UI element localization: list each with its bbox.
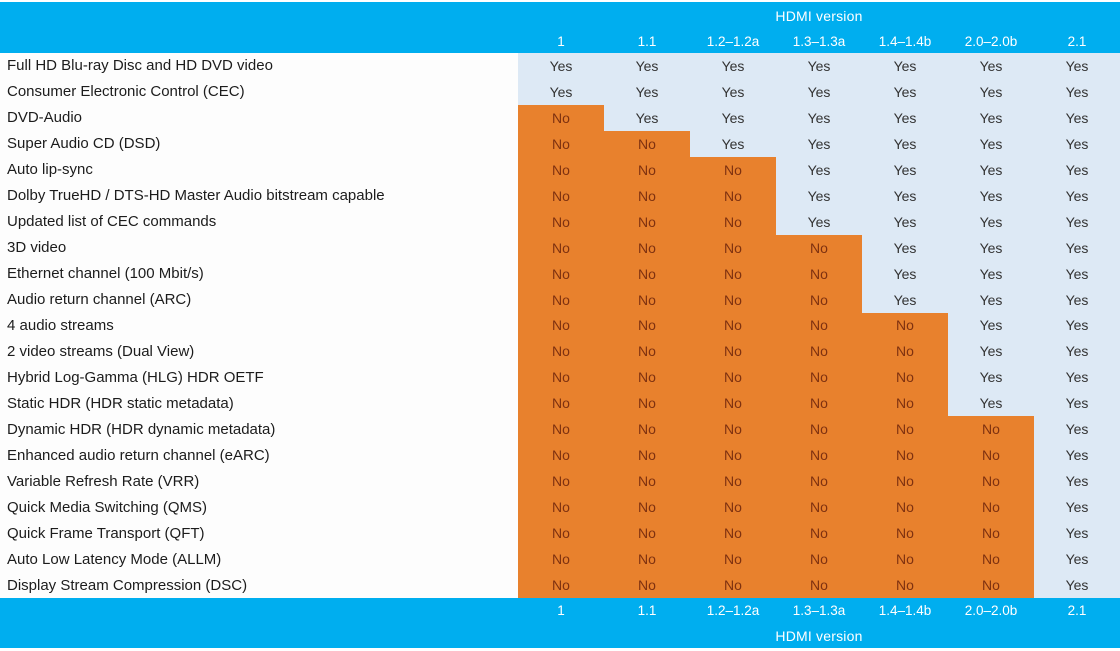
header-col-6: 2.1 — [1067, 34, 1087, 49]
value-cell: No — [604, 235, 690, 261]
value-cell: No — [518, 390, 604, 416]
feature-label: Display Stream Compression (DSC) — [0, 572, 518, 598]
value-cell: Yes — [604, 53, 690, 79]
value-cell: No — [518, 520, 604, 546]
value-cell: No — [690, 494, 776, 520]
feature-label: Full HD Blu-ray Disc and HD DVD video — [0, 53, 518, 79]
value-cell: No — [604, 572, 690, 598]
footer-col-3: 1.3–1.3a — [792, 603, 846, 618]
value-cell: No — [776, 546, 862, 572]
value-cell: Yes — [948, 79, 1034, 105]
feature-label: DVD-Audio — [0, 105, 518, 131]
value-cell: Yes — [776, 183, 862, 209]
value-cell: No — [776, 494, 862, 520]
feature-row — [0, 416, 1120, 442]
feature-label: Super Audio CD (DSD) — [0, 131, 518, 157]
header-title-row — [0, 3, 1120, 29]
value-cell: Yes — [776, 79, 862, 105]
footer-col-6: 2.1 — [1067, 603, 1087, 618]
value-cell: No — [776, 364, 862, 390]
value-cell: No — [604, 261, 690, 287]
feature-label: Static HDR (HDR static metadata) — [0, 390, 518, 416]
value-cell: No — [776, 416, 862, 442]
feature-row — [0, 131, 1120, 157]
value-cell: No — [690, 287, 776, 313]
value-cell: No — [862, 546, 948, 572]
value-cell: No — [862, 416, 948, 442]
value-cell: Yes — [1034, 390, 1120, 416]
value-cell: Yes — [948, 157, 1034, 183]
footer-title: HDMI version — [775, 627, 863, 644]
value-cell: Yes — [948, 338, 1034, 364]
value-cell: No — [518, 105, 604, 131]
value-cell: Yes — [948, 364, 1034, 390]
feature-row — [0, 442, 1120, 468]
feature-label: Auto lip-sync — [0, 157, 518, 183]
value-cell: No — [604, 209, 690, 235]
feature-row — [0, 364, 1120, 390]
value-cell: No — [518, 313, 604, 339]
value-cell: Yes — [948, 235, 1034, 261]
feature-label: 2 video streams (Dual View) — [0, 338, 518, 364]
value-cell: No — [604, 338, 690, 364]
value-cell: Yes — [948, 131, 1034, 157]
value-cell: Yes — [604, 105, 690, 131]
value-cell: Yes — [1034, 105, 1120, 131]
feature-row — [0, 546, 1120, 572]
value-cell: No — [690, 442, 776, 468]
feature-row — [0, 338, 1120, 364]
value-cell: Yes — [1034, 494, 1120, 520]
value-cell: Yes — [948, 183, 1034, 209]
feature-label: Hybrid Log-Gamma (HLG) HDR OETF — [0, 364, 518, 390]
value-cell: Yes — [1034, 416, 1120, 442]
value-cell: Yes — [862, 287, 948, 313]
value-cell: No — [776, 287, 862, 313]
value-cell: Yes — [948, 209, 1034, 235]
value-cell: No — [776, 520, 862, 546]
value-cell: No — [690, 209, 776, 235]
feature-row — [0, 572, 1120, 598]
value-cell: Yes — [1034, 572, 1120, 598]
value-cell: No — [604, 494, 690, 520]
value-cell: Yes — [1034, 442, 1120, 468]
footer-col-5: 2.0–2.0b — [964, 603, 1018, 618]
value-cell: Yes — [776, 157, 862, 183]
value-cell: No — [518, 468, 604, 494]
value-cell: No — [776, 261, 862, 287]
value-cell: Yes — [1034, 209, 1120, 235]
value-cell: No — [690, 157, 776, 183]
value-cell: No — [518, 209, 604, 235]
value-cell: Yes — [518, 53, 604, 79]
value-cell: Yes — [690, 105, 776, 131]
feature-row — [0, 105, 1120, 131]
value-cell: No — [690, 572, 776, 598]
feature-row — [0, 235, 1120, 261]
value-cell: No — [690, 338, 776, 364]
value-cell: Yes — [862, 131, 948, 157]
value-cell: No — [518, 235, 604, 261]
value-cell: No — [862, 390, 948, 416]
value-cell: Yes — [862, 183, 948, 209]
value-cell: No — [604, 442, 690, 468]
value-cell: No — [948, 520, 1034, 546]
value-cell: No — [776, 235, 862, 261]
value-cell: No — [948, 442, 1034, 468]
value-cell: Yes — [1034, 53, 1120, 79]
value-cell: No — [690, 546, 776, 572]
value-cell: No — [604, 364, 690, 390]
value-cell: No — [518, 338, 604, 364]
value-cell: Yes — [690, 131, 776, 157]
feature-row — [0, 520, 1120, 546]
value-cell: No — [518, 416, 604, 442]
feature-label: Variable Refresh Rate (VRR) — [0, 468, 518, 494]
feature-row — [0, 183, 1120, 209]
value-cell: Yes — [776, 105, 862, 131]
value-cell: Yes — [862, 261, 948, 287]
table-footer-band — [0, 598, 1120, 648]
footer-title-row — [0, 623, 1120, 648]
feature-label: Ethernet channel (100 Mbit/s) — [0, 261, 518, 287]
value-cell: No — [690, 235, 776, 261]
value-cell: Yes — [948, 105, 1034, 131]
feature-label: Updated list of CEC commands — [0, 209, 518, 235]
value-cell: No — [604, 468, 690, 494]
value-cell: No — [948, 416, 1034, 442]
feature-row — [0, 468, 1120, 494]
value-cell: No — [604, 546, 690, 572]
footer-column-labels — [0, 598, 1120, 623]
value-cell: No — [776, 390, 862, 416]
value-cell: No — [518, 287, 604, 313]
header-col-4: 1.4–1.4b — [878, 34, 932, 49]
value-cell: Yes — [518, 79, 604, 105]
value-cell: Yes — [862, 53, 948, 79]
value-cell: Yes — [776, 53, 862, 79]
value-cell: No — [604, 390, 690, 416]
table-body — [0, 53, 1120, 598]
value-cell: Yes — [948, 287, 1034, 313]
value-cell: No — [518, 572, 604, 598]
value-cell: Yes — [862, 209, 948, 235]
value-cell: No — [690, 183, 776, 209]
header-col-1: 1.1 — [637, 34, 657, 49]
value-cell: Yes — [1034, 261, 1120, 287]
value-cell: Yes — [1034, 338, 1120, 364]
value-cell: No — [948, 468, 1034, 494]
header-col-5: 2.0–2.0b — [964, 34, 1018, 49]
value-cell: No — [604, 416, 690, 442]
value-cell: No — [776, 468, 862, 494]
value-cell: Yes — [948, 53, 1034, 79]
value-cell: Yes — [862, 157, 948, 183]
value-cell: Yes — [776, 131, 862, 157]
feature-label: Quick Media Switching (QMS) — [0, 494, 518, 520]
value-cell: No — [862, 338, 948, 364]
value-cell: No — [604, 313, 690, 339]
value-cell: No — [604, 287, 690, 313]
feature-row — [0, 287, 1120, 313]
value-cell: Yes — [1034, 364, 1120, 390]
value-cell: No — [948, 546, 1034, 572]
feature-row — [0, 261, 1120, 287]
value-cell: No — [948, 572, 1034, 598]
value-cell: Yes — [862, 235, 948, 261]
value-cell: No — [690, 416, 776, 442]
value-cell: Yes — [948, 390, 1034, 416]
value-cell: Yes — [1034, 235, 1120, 261]
feature-label: Audio return channel (ARC) — [0, 287, 518, 313]
value-cell: Yes — [1034, 520, 1120, 546]
feature-label: Quick Frame Transport (QFT) — [0, 520, 518, 546]
value-cell: No — [518, 183, 604, 209]
value-cell: No — [518, 494, 604, 520]
value-cell: No — [776, 572, 862, 598]
value-cell: No — [690, 261, 776, 287]
value-cell: Yes — [1034, 183, 1120, 209]
value-cell: Yes — [948, 261, 1034, 287]
value-cell: No — [948, 494, 1034, 520]
header-col-0: 1 — [557, 34, 565, 49]
feature-label: Enhanced audio return channel (eARC) — [0, 442, 518, 468]
feature-row — [0, 313, 1120, 339]
footer-col-0: 1 — [557, 603, 565, 618]
value-cell: No — [518, 131, 604, 157]
feature-label: Dolby TrueHD / DTS-HD Master Audio bitstream capable — [0, 183, 518, 209]
value-cell: Yes — [1034, 313, 1120, 339]
value-cell: Yes — [1034, 468, 1120, 494]
value-cell: No — [862, 468, 948, 494]
feature-row — [0, 53, 1120, 79]
header-col-2: 1.2–1.2a — [706, 34, 760, 49]
value-cell: Yes — [690, 53, 776, 79]
value-cell: No — [862, 494, 948, 520]
value-cell: Yes — [1034, 79, 1120, 105]
value-cell: No — [604, 520, 690, 546]
value-cell: No — [518, 546, 604, 572]
value-cell: No — [690, 313, 776, 339]
value-cell: No — [776, 338, 862, 364]
value-cell: No — [862, 572, 948, 598]
feature-row — [0, 79, 1120, 105]
value-cell: Yes — [1034, 287, 1120, 313]
value-cell: No — [604, 157, 690, 183]
value-cell: No — [862, 442, 948, 468]
header-title: HDMI version — [775, 8, 863, 24]
feature-label: Auto Low Latency Mode (ALLM) — [0, 546, 518, 572]
value-cell: Yes — [1034, 131, 1120, 157]
value-cell: No — [604, 183, 690, 209]
feature-row — [0, 157, 1120, 183]
feature-label: Dynamic HDR (HDR dynamic metadata) — [0, 416, 518, 442]
value-cell: Yes — [604, 79, 690, 105]
value-cell: Yes — [776, 209, 862, 235]
value-cell: Yes — [1034, 546, 1120, 572]
feature-row — [0, 390, 1120, 416]
value-cell: Yes — [862, 79, 948, 105]
value-cell: No — [862, 313, 948, 339]
value-cell: No — [776, 442, 862, 468]
value-cell: No — [690, 390, 776, 416]
table-header-band — [0, 2, 1120, 53]
value-cell: No — [518, 364, 604, 390]
value-cell: Yes — [690, 79, 776, 105]
value-cell: Yes — [862, 105, 948, 131]
value-cell: No — [518, 442, 604, 468]
value-cell: No — [690, 468, 776, 494]
value-cell: No — [862, 364, 948, 390]
footer-col-1: 1.1 — [637, 603, 657, 618]
feature-label: 3D video — [0, 235, 518, 261]
value-cell: Yes — [948, 313, 1034, 339]
footer-col-2: 1.2–1.2a — [706, 603, 760, 618]
header-column-labels — [0, 29, 1120, 54]
value-cell: No — [518, 261, 604, 287]
feature-label: 4 audio streams — [0, 313, 518, 339]
value-cell: No — [776, 313, 862, 339]
feature-row — [0, 494, 1120, 520]
value-cell: No — [690, 520, 776, 546]
feature-row — [0, 209, 1120, 235]
header-col-3: 1.3–1.3a — [792, 34, 846, 49]
value-cell: Yes — [1034, 157, 1120, 183]
footer-col-4: 1.4–1.4b — [878, 603, 932, 618]
value-cell: No — [862, 520, 948, 546]
value-cell: No — [518, 157, 604, 183]
value-cell: No — [604, 131, 690, 157]
feature-label: Consumer Electronic Control (CEC) — [0, 79, 518, 105]
value-cell: No — [690, 364, 776, 390]
